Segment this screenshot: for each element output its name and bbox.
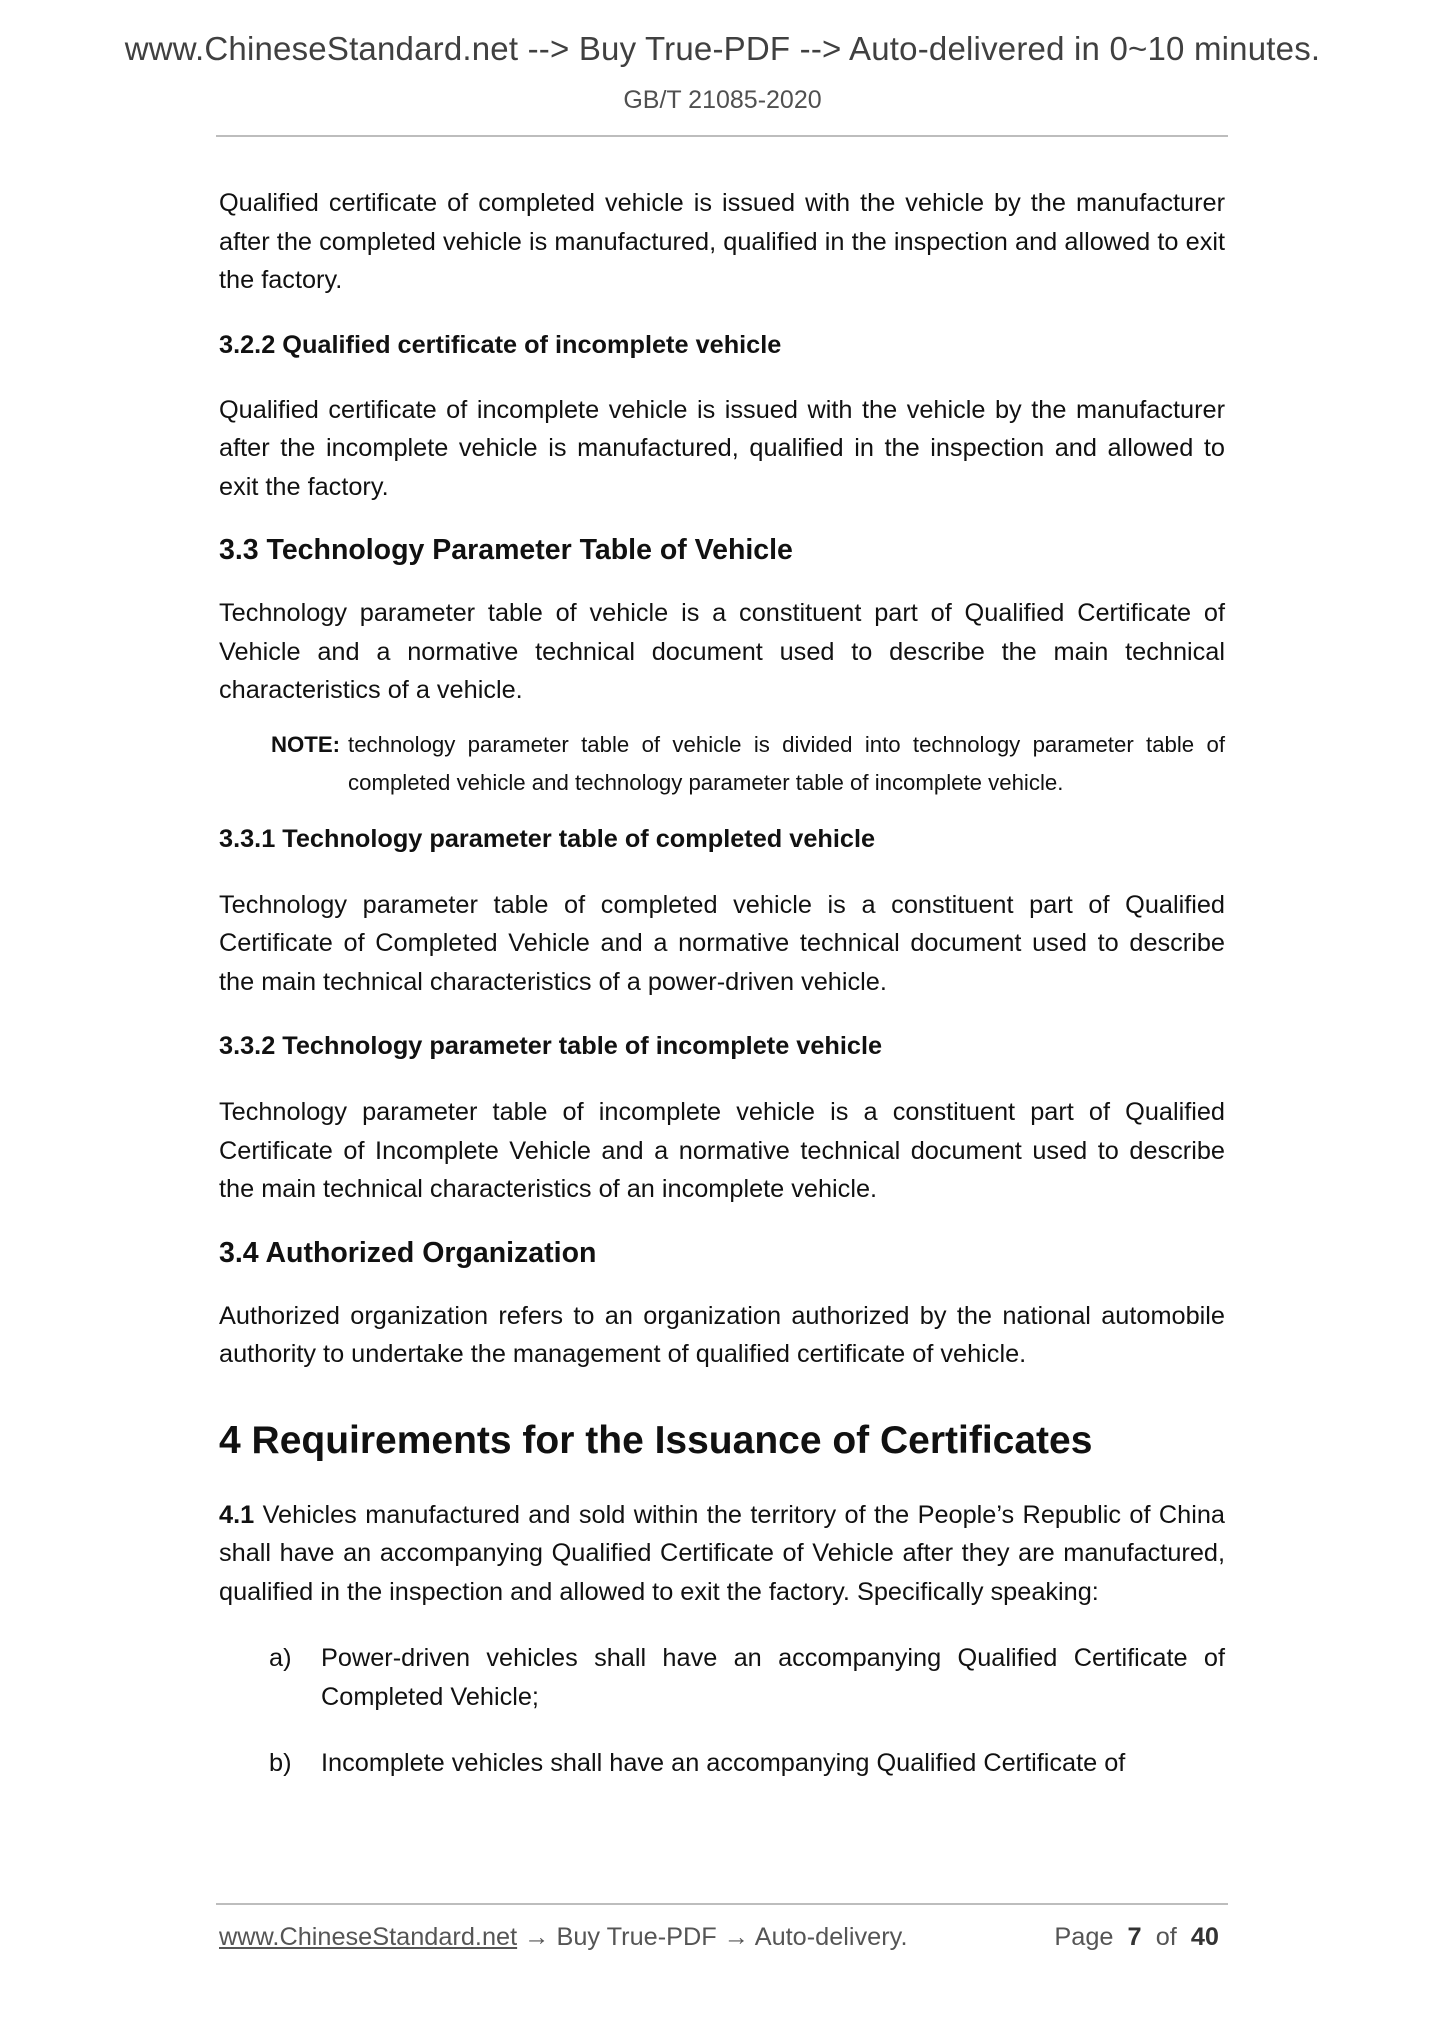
list-marker: b) bbox=[269, 1749, 292, 1777]
heading-3-3-2: 3.3.2 Technology parameter table of incomplete vehicle bbox=[219, 1032, 883, 1060]
top-banner: www.ChineseStandard.net --> Buy True-PDF --> Auto-delivered in 0~10 minutes. bbox=[124, 30, 1321, 67]
standard-code: GB/T 21085-2020 bbox=[623, 86, 822, 114]
footer-divider bbox=[216, 1903, 1228, 1905]
heading-3-2-2: 3.2.2 Qualified certificate of incomplete vehicle bbox=[219, 330, 782, 359]
paragraph-3-4: Authorized organization refers to an organization authorized by the national automobile authority to undertake the management of qualified certificate of vehicle. bbox=[219, 1301, 1225, 1368]
total-pages-number: 40 bbox=[1190, 1923, 1219, 1951]
note-text: technology parameter table of vehicle is divided into technology parameter table of completed vehicle and technology parameter table of incomplete vehicle. bbox=[348, 731, 1225, 795]
list-item-b bbox=[269, 1744, 1225, 1783]
paragraph-4-1-text: Vehicles manufactured and sold within the territory of the People’s Republic of China shall have an accompanying Qualified Certificate of Vehicle after they are manufactured, qualified in the inspection and allowed to exit the factory. Specifically speaking: bbox=[219, 1500, 1225, 1606]
paragraph-3-3-2: Technology parameter table of incomplete vehicle is a constituent part of Qualified Certificate of Incomplete Vehicle and a normative technical document used to describe the main technical characteristics of an incomplete vehicle. bbox=[219, 1098, 1225, 1203]
page-word: Page bbox=[1054, 1923, 1114, 1951]
footer-promo bbox=[219, 1923, 907, 1952]
list-item-text: Incomplete vehicles shall have an accompanying Qualified Certificate of bbox=[321, 1749, 1126, 1777]
heading-3-4: 3.4 Authorized Organization bbox=[219, 1236, 597, 1269]
note-label: NOTE: bbox=[271, 731, 341, 757]
heading-4: 4 Requirements for the Issuance of Certificates bbox=[219, 1418, 1093, 1462]
footer-promo-text: → Buy True-PDF → Auto-delivery. bbox=[517, 1923, 908, 1951]
paragraph-3-3-1: Technology parameter table of completed vehicle is a constituent part of Qualified Certificate of Completed Vehicle and a normative technical document used to describe the main technical characteristics of a power-driven vehicle. bbox=[219, 890, 1225, 996]
page-content bbox=[219, 184, 1225, 1783]
list-item-text: Power-driven vehicles shall have an accompanying Qualified Certificate of Completed Vehicle; bbox=[321, 1644, 1225, 1711]
paragraph-3-2-2: Qualified certificate of incomplete vehicle is issued with the vehicle by the manufacturer after the incomplete vehicle is manufactured, qualified in the inspection and allowed to exit the factory. bbox=[219, 395, 1225, 501]
heading-3-3: 3.3 Technology Parameter Table of Vehicle bbox=[219, 534, 793, 566]
page-indicator bbox=[1054, 1923, 1219, 1952]
heading-3-3-1: 3.3.1 Technology parameter table of completed vehicle bbox=[219, 824, 876, 853]
header-divider bbox=[216, 135, 1228, 137]
paragraph-4-1 bbox=[219, 1496, 1225, 1612]
note bbox=[271, 726, 1225, 802]
of-word: of bbox=[1155, 1923, 1177, 1951]
paragraph-completed-certificate: Qualified certificate of completed vehicle is issued with the vehicle by the manufacturer after the completed vehicle is manufactured, qualified in the inspection and allowed to exit the factory. bbox=[219, 189, 1225, 294]
footer-site-link[interactable]: www.ChineseStandard.net bbox=[219, 1923, 518, 1951]
list-item-a bbox=[269, 1639, 1225, 1716]
clause-number-4-1: 4.1 bbox=[219, 1500, 255, 1529]
paragraph-3-3: Technology parameter table of vehicle is a constituent part of Qualified Certificate of Vehicle and a normative technical document used to describe the main technical characteristics of a vehicle. bbox=[219, 599, 1225, 704]
current-page-number: 7 bbox=[1127, 1923, 1142, 1951]
list-marker: a) bbox=[269, 1644, 292, 1672]
